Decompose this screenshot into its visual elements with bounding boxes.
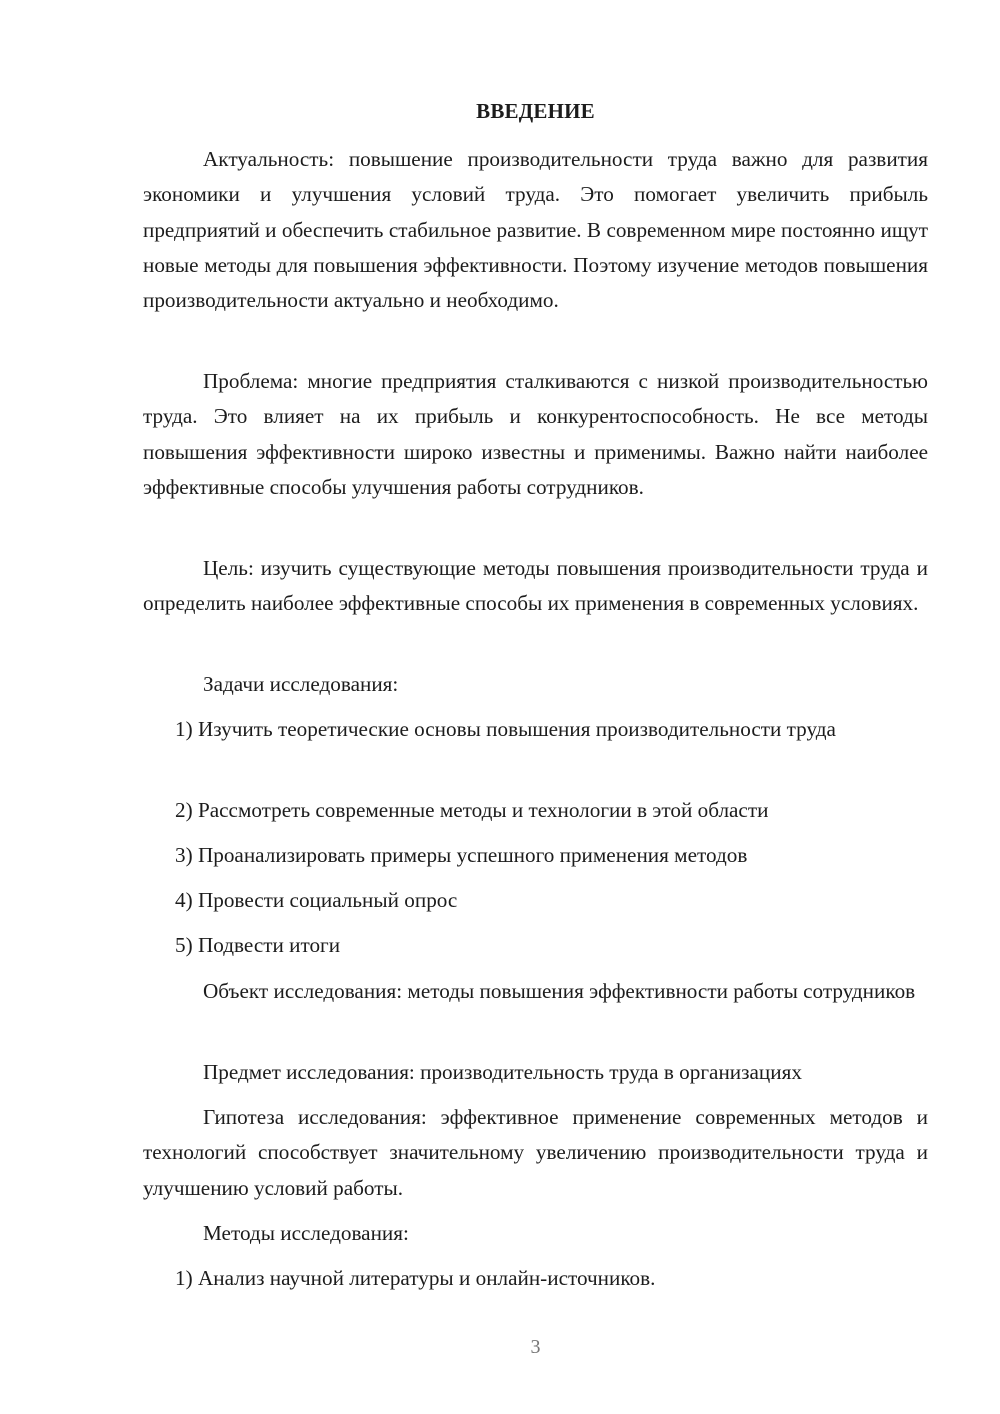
page-number: 3 xyxy=(530,1336,541,1358)
task-item-3: 3) Проанализировать примеры успешного применения методов xyxy=(175,843,748,867)
document-page xyxy=(143,0,928,1414)
paragraph-subject: Предмет исследования: производительность труда в организациях xyxy=(203,1060,802,1084)
paragraph-object: Объект исследования: методы повышения эффективности работы сотрудников xyxy=(203,979,916,1003)
paragraph-relevance: Актуальность: повышение производительности труда важно для развития экономики и улучшения условий труда. Это помогает увеличить прибыль предприятий и обеспечить стабильное развитие. В современном мире постоянно ищут новые методы для повышения эффективности. Поэтому изучение методов повышения производительности актуально и необходимо. xyxy=(143,147,928,313)
method-item-1: 1) Анализ научной литературы и онлайн-источников. xyxy=(175,1266,656,1290)
methods-heading: Методы исследования: xyxy=(203,1221,409,1245)
paragraph-hypothesis: Гипотеза исследования: эффективное применение современных методов и технологий способствует значительному увеличению производительности труда и улучшению условий работы. xyxy=(143,1105,928,1200)
task-item-2: 2) Рассмотреть современные методы и технологии в этой области xyxy=(175,798,769,822)
task-item-5: 5) Подвести итоги xyxy=(175,933,341,957)
task-item-4: 4) Провести социальный опрос xyxy=(175,888,458,912)
paragraph-problem: Проблема: многие предприятия сталкиваются с низкой производительностью труда. Это влияет на их прибыль и конкурентоспособность. Не все методы повышения эффективности широко известны и применимы. Важно найти наиболее эффективные способы улучшения работы сотрудников. xyxy=(143,369,928,499)
paragraph-goal: Цель: изучить существующие методы повышения производительности труда и определить наиболее эффективные способы их применения в современных условиях. xyxy=(143,556,928,616)
task-item-1: 1) Изучить теоретические основы повышения производительности труда xyxy=(175,717,836,741)
tasks-heading: Задачи исследования: xyxy=(203,672,399,696)
page-title: ВВЕДЕНИЕ xyxy=(476,99,595,123)
